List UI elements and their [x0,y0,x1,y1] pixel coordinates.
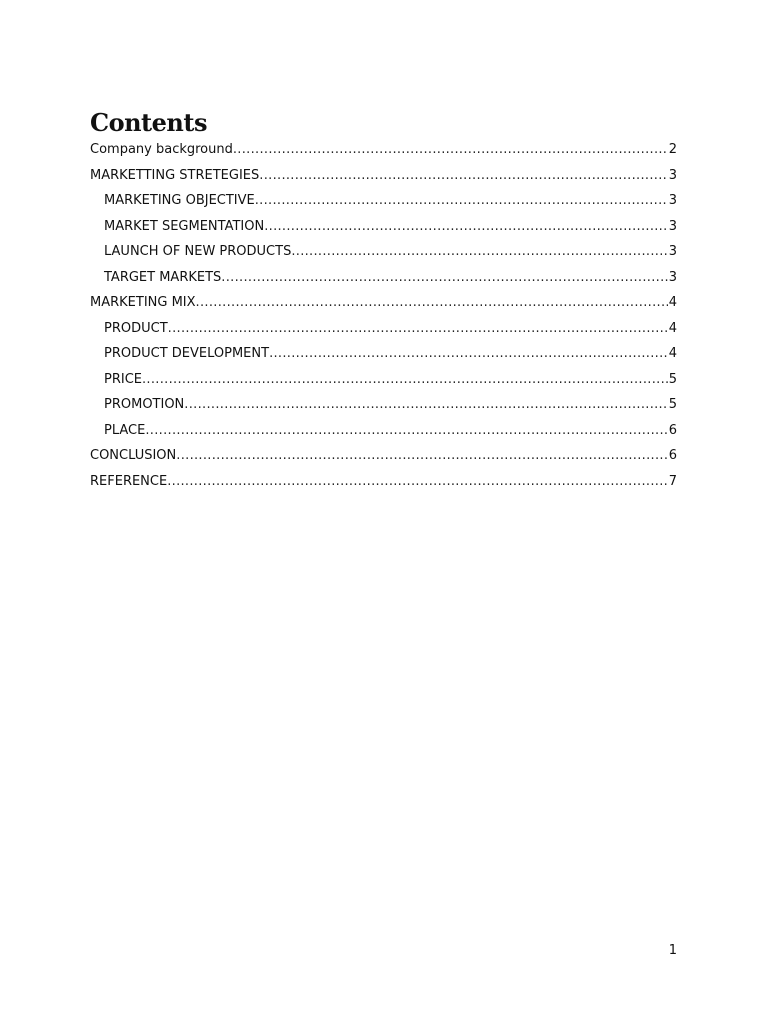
toc-entry-title[interactable]: PRODUCT [104,320,168,336]
toc-entry-page: 4 [668,346,677,361]
toc-entry-page: 3 [668,244,677,259]
toc-entry-title[interactable]: PRODUCT DEVELOPMENT [104,346,270,361]
toc-entry[interactable] [90,290,677,316]
toc-entry-title[interactable]: REFERENCE [90,473,168,489]
toc-dot-leader [142,367,668,393]
toc-entry-page: 3 [668,269,677,285]
toc-entry-page: 4 [668,320,677,336]
toc-dot-leader [145,418,667,444]
toc-entry-page: 6 [668,422,677,438]
toc-entry-title[interactable]: PRICE [104,371,142,387]
toc-entry-title[interactable]: LAUNCH OF NEW PRODUCTS [104,244,292,259]
toc-entry-page: 3 [668,167,677,183]
toc-dot-leader [196,290,668,316]
toc-dot-leader [264,214,668,240]
toc-entry-title[interactable]: PROMOTION [104,397,185,412]
toc-entry-title[interactable]: MARKET SEGMENTATION [104,218,265,234]
toc-dot-leader [221,265,667,291]
toc-entry[interactable] [90,418,677,444]
toc-entry-page: 5 [668,397,677,412]
toc-dot-leader [269,341,668,367]
toc-entry-title[interactable]: Company background [90,142,233,157]
toc-entry-page: 6 [668,448,677,463]
toc-entry-title[interactable]: MARKETTING STRETEGIES [90,167,260,183]
toc-entry-title[interactable]: CONCLUSION [90,448,177,463]
toc-entry[interactable] [90,469,677,495]
page-number: 1 [668,943,677,958]
toc-dot-leader [255,188,668,214]
toc-entry-page: 3 [668,218,677,234]
toc-dot-leader [291,239,667,265]
toc-entry[interactable] [90,188,677,214]
toc-entry-title[interactable]: MARKETING OBJECTIVE [104,193,255,208]
toc-dot-leader [184,392,667,418]
toc-entry[interactable] [90,341,677,367]
toc-entry-page: 7 [668,473,677,489]
toc-entry[interactable] [90,239,677,265]
toc-entry-page: 5 [668,371,677,387]
toc-dot-leader [167,469,668,495]
toc-entry[interactable] [90,367,677,393]
toc-entry-title[interactable]: TARGET MARKETS [104,269,222,285]
toc-entry[interactable] [90,265,677,291]
toc-entry[interactable] [90,137,677,163]
toc-dot-leader [176,443,667,469]
toc-heading: Contents [90,108,207,137]
toc-entry[interactable] [90,392,677,418]
toc-entry[interactable] [90,316,677,342]
toc-entry-page: 4 [668,295,677,310]
toc-entry[interactable] [90,214,677,240]
toc-entry[interactable] [90,163,677,189]
toc-entry[interactable] [90,443,677,469]
toc-dot-leader [168,316,668,342]
toc-entry-page: 2 [668,142,677,157]
toc-dot-leader [259,163,667,189]
toc-entry-title[interactable]: PLACE [104,422,146,438]
toc-entry-page: 3 [668,193,677,208]
toc-entry-title[interactable]: MARKETING MIX [90,295,196,310]
toc-list [90,137,677,494]
toc-dot-leader [233,137,668,163]
